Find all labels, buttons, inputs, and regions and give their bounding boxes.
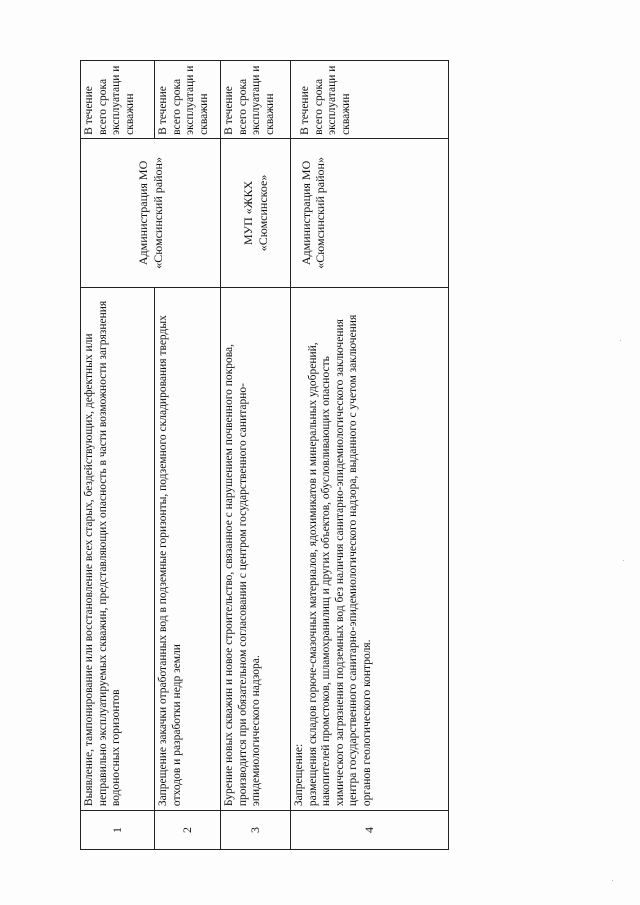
measure-text: Запрещение закачки отработанных вод в подземные горизонты, подземного складирования твердых отходов и разработки недр земли xyxy=(155,287,221,810)
measures-table xyxy=(80,60,449,850)
responsible-org: Администрация МО «Сюмсинский район» xyxy=(291,138,449,287)
scan-speck xyxy=(620,340,621,341)
measure-text: Бурение новых скважин и новое строительство, связанное с нарушением почвенного покрова, производится при обязательном согласовании с центром государственного санитарно-эпидемиологического надзора. xyxy=(221,287,291,810)
term-text: В течение всего срока эксплуатаци и скважин xyxy=(81,61,155,139)
measure-heading: Запрещение: xyxy=(293,743,305,807)
measure-body: размещения складов горюче-смазочных материалов, ядохимикатов и минеральных удобрений, накопителей промстоков, шламохранилищ и других объектов, обусловливающих опасность химического загрязнения подземных вод без наличия санитарно-эпидемиологического заключения центра государственного санитарно-эпидемиологического надзора, выданного с учетом заключения органов геологического контроля. xyxy=(306,314,373,807)
responsible-org: Администрация МО «Сюмсинский район» xyxy=(81,138,221,287)
term-text: В течение всего срока эксплуатаци и скважин xyxy=(155,61,221,139)
table-row xyxy=(291,61,449,850)
scan-speck xyxy=(612,880,613,881)
row-number: 3 xyxy=(221,811,291,850)
rotated-table-wrapper xyxy=(80,60,448,850)
measure-text xyxy=(291,287,449,810)
row-number: 1 xyxy=(81,811,155,850)
term-text: В течение всего срока эксплуатаци и скважин xyxy=(221,61,291,139)
row-number: 4 xyxy=(291,811,449,850)
table-row xyxy=(221,61,291,850)
term-text: В течение всего срока эксплуатаци и скважин xyxy=(291,61,449,139)
table-row xyxy=(81,61,155,850)
scan-speck xyxy=(623,560,624,561)
row-number: 2 xyxy=(155,811,221,850)
measure-text: Выявление, тампонирование или восстановление всех старых, бездействующих, дефектных или неправильно эксплуатируемых скважин, представляющих опасность в части возможности загрязнения водоносных горизонтов xyxy=(81,287,155,810)
responsible-org: МУП «ЖКХ «Сюмсинское» xyxy=(221,138,291,287)
